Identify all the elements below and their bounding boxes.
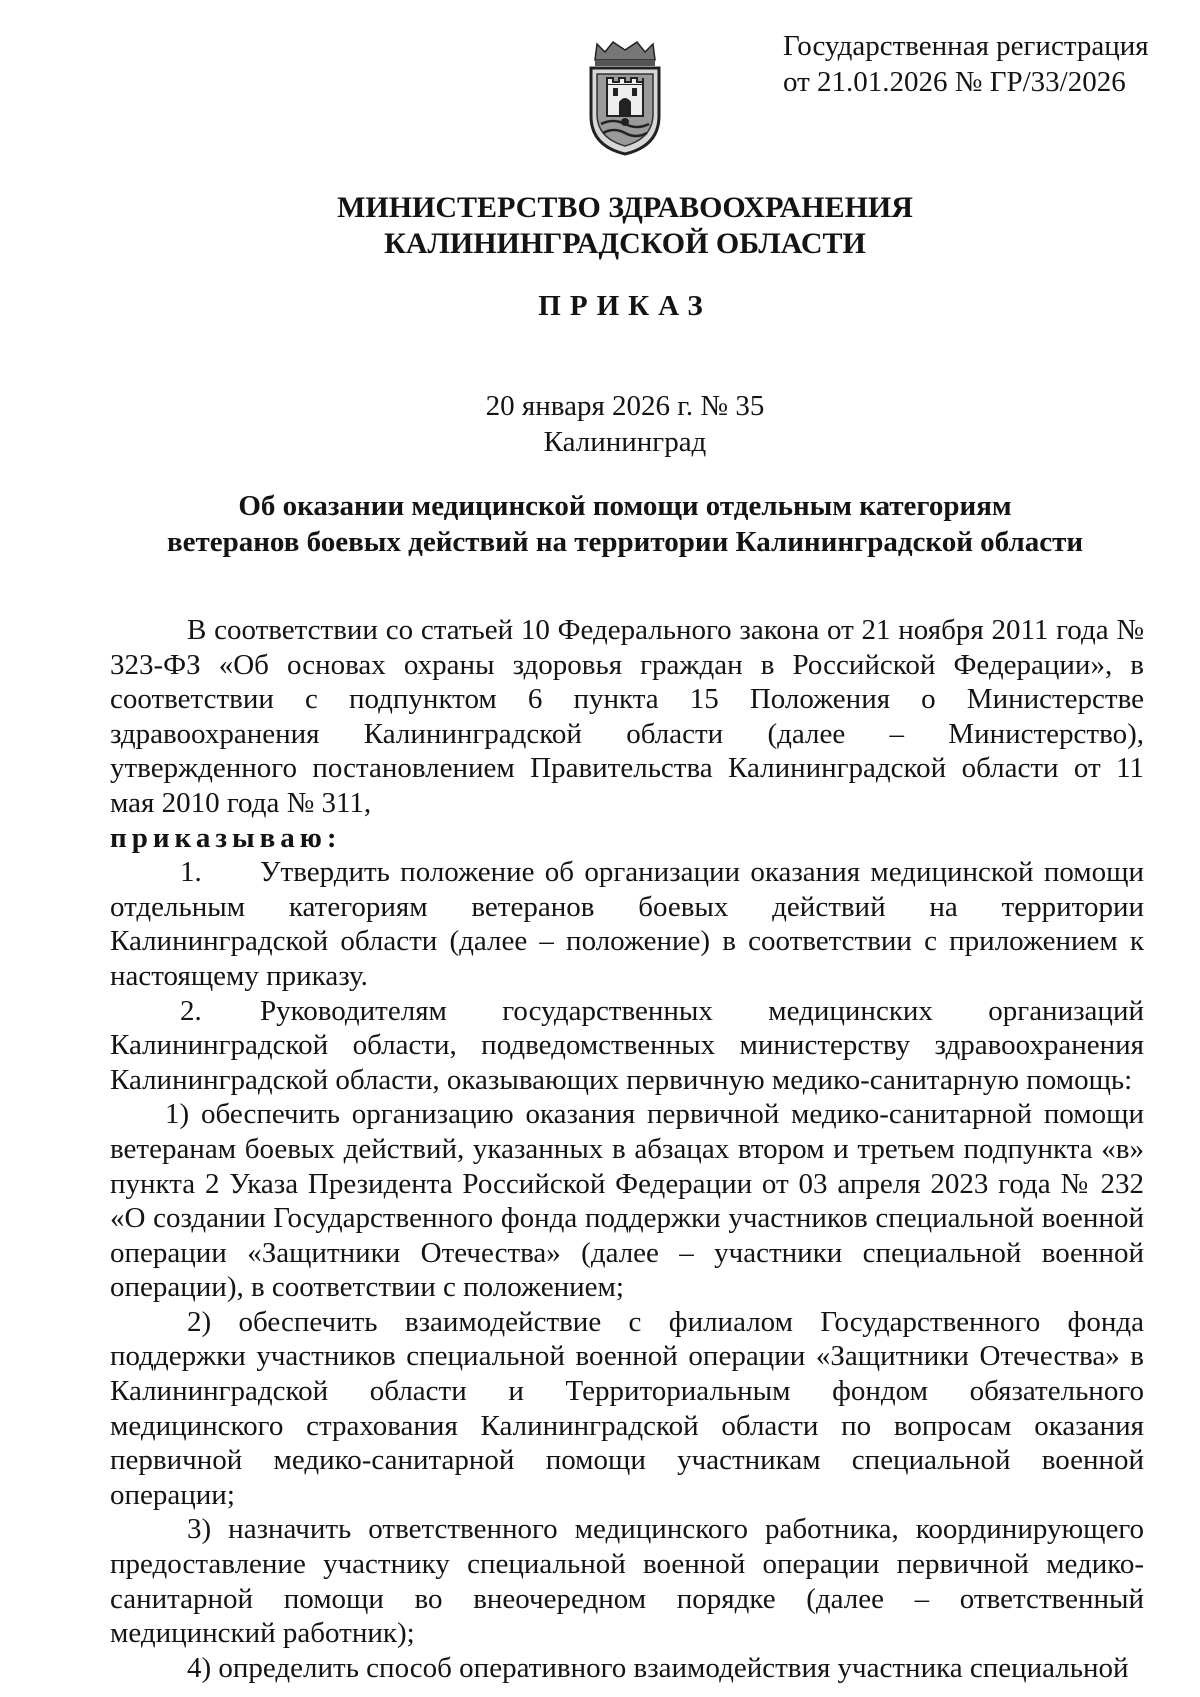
item-text: Утвердить положение об организации оказания медицинской помощи отдельным категориям ветеранов боевых действий на территории Калининградской области (далее – положение) в соответствии с приложением к настоящему приказу. bbox=[110, 856, 1144, 992]
date-and-number-block bbox=[0, 388, 1200, 460]
item-2-paragraph bbox=[110, 994, 1144, 1098]
registration-line-2: от 21.01.2026 № ГР/33/2026 bbox=[783, 66, 1126, 98]
order-body bbox=[110, 613, 1144, 1685]
order-word: приказываю: bbox=[110, 821, 342, 854]
ministry-line-1: МИНИСТЕРСТВО ЗДРАВООХРАНЕНИЯ bbox=[337, 191, 913, 224]
registration-stamp bbox=[783, 28, 1183, 100]
kaliningrad-coat-of-arms-icon bbox=[583, 38, 667, 158]
item-text: Руководителям государственных медицинских организаций Калининградской области, подведомственных министерству здравоохранения Калининградской области, оказывающих первичную медико-санитарную помощь: bbox=[110, 994, 1144, 1096]
item-1-paragraph bbox=[110, 855, 1144, 993]
subitem-3-paragraph: 3) назначить ответственного медицинского работника, координирующего предоставление участнику специальной военной операции первичной медико-санитарной помощи во внеочередном порядке (далее – ответственный медицинский работник); bbox=[110, 1513, 1144, 1650]
item-number: 2. bbox=[180, 994, 202, 1027]
ministry-name bbox=[0, 190, 1200, 262]
item-number: 1. bbox=[180, 856, 202, 889]
order-word-paragraph bbox=[110, 821, 1144, 856]
order-city: Калининград bbox=[543, 426, 707, 458]
subitem-4-paragraph: 4) определить способ оперативного взаимодействия участника специальной bbox=[187, 1651, 1129, 1684]
ministry-line-2: КАЛИНИНГРАДСКОЙ ОБЛАСТИ bbox=[384, 227, 866, 260]
subject-line-2: ветеранов боевых действий на территории Калининградской области bbox=[166, 526, 1084, 558]
order-date-number: 20 января 2026 г. № 35 bbox=[485, 390, 765, 422]
registration-line-1: Государственная регистрация bbox=[783, 30, 1149, 62]
subitem-2-paragraph: 2) обеспечить взаимодействие с филиалом Государственного фонда поддержки участников специальной военной операции «Защитники Отечества» в Калининградской области и Территориальным фондом обязательного медицинского страхования Калининградской области по вопросам оказания первичной медико-санитарной помощи участникам специальной военной операции; bbox=[110, 1305, 1144, 1511]
subject-line-1: Об оказании медицинской помощи отдельным категориям bbox=[238, 490, 1012, 522]
subitem-1-paragraph: 1) обеспечить организацию оказания первичной медико-санитарной помощи ветеранам боевых действий, указанных в абзацах втором и третьем подпункта «в» пункта 2 Указа Президента Российской Федерации от 03 апреля 2023 года № 232 «О создании Государственного фонда поддержки участников специальной военной операции «Защитники Отечества» (далее – участники специальной военной операции), в соответствии с положением; bbox=[110, 1098, 1144, 1304]
order-subject bbox=[0, 488, 1200, 560]
preamble-paragraph: В соответствии со статьей 10 Федерального закона от 21 ноября 2011 года № 323-ФЗ «Об основах охраны здоровья граждан в Российской Федерации», в соответствии с подпунктом 6 пункта 15 Положения о Министерстве здравоохранения Калининградской области (далее – Министерство), утвержденного постановлением Правительства Калининградской области от 11 мая 2010 года № 311, bbox=[110, 614, 1144, 819]
document-type: ПРИКАЗ bbox=[538, 290, 712, 322]
